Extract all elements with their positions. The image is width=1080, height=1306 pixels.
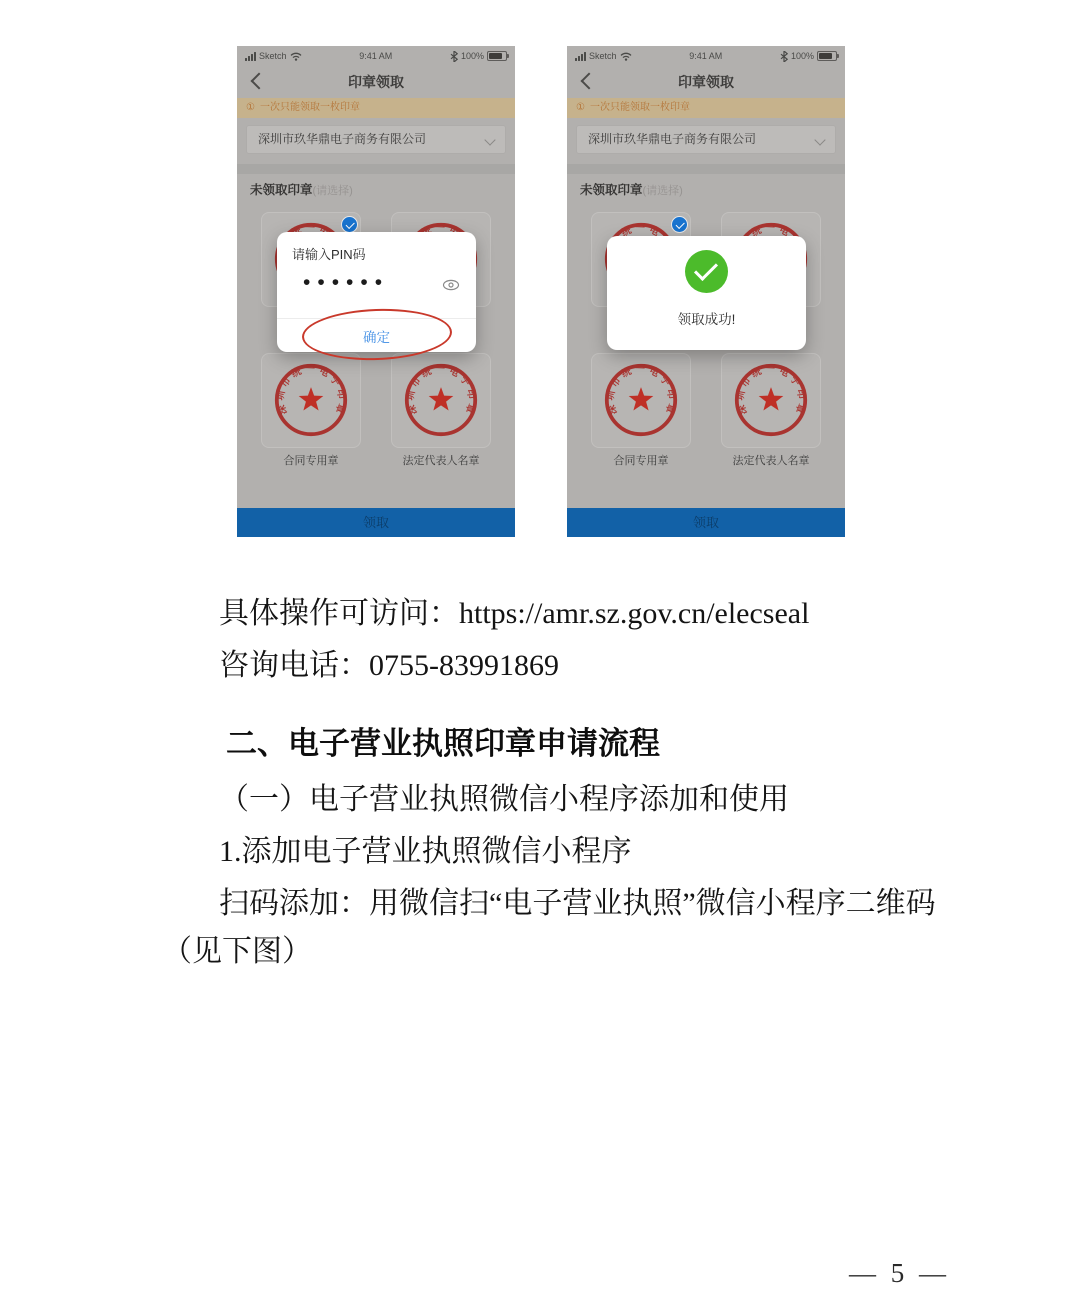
notice-banner: [237, 98, 515, 118]
seal-card[interactable]: [721, 353, 821, 448]
seal-card[interactable]: [391, 353, 491, 448]
nav-bar: [567, 66, 845, 96]
success-check-icon: [685, 250, 728, 293]
seal-card[interactable]: [261, 353, 361, 448]
section-separator: [567, 164, 845, 174]
status-time: 9:41 AM: [359, 51, 393, 61]
seal-label: 合同专用章: [613, 455, 669, 467]
notice-text: 一次只能领取一枚印章: [259, 102, 360, 113]
info-icon: ①: [576, 102, 585, 113]
seal-label: 法定代表人名章: [732, 455, 810, 467]
company-name: 深圳市玖华鼎电子商务有限公司: [588, 132, 757, 146]
section-separator: [237, 164, 515, 174]
pending-seals-header: [580, 180, 683, 198]
collect-button[interactable]: 领取: [567, 508, 845, 537]
company-selector[interactable]: [576, 125, 836, 154]
signal-strength-icon: [245, 52, 256, 61]
notice-text: 一次只能领取一枚印章: [589, 102, 690, 113]
seal-card[interactable]: [591, 353, 691, 448]
battery-icon: [817, 51, 837, 61]
pending-seals-hint: (请选择): [312, 185, 353, 197]
phone-screenshot-success: [567, 46, 845, 537]
pin-dialog: [277, 232, 476, 352]
pending-seals-hint: (请选择): [642, 185, 683, 197]
bluetooth-icon: [450, 51, 458, 62]
pending-seals-header: [250, 180, 353, 198]
chevron-down-icon: [484, 134, 495, 145]
url-text: https://amr.sz.gov.cn/elecseal: [459, 597, 810, 630]
selected-check-badge: [341, 216, 358, 233]
status-time: 9:41 AM: [689, 51, 723, 61]
signal-strength-icon: [575, 52, 586, 61]
check-icon: [346, 219, 355, 228]
company-name: 深圳市玖华鼎电子商务有限公司: [258, 132, 427, 146]
phone-screenshot-pin-entry: [237, 46, 515, 537]
section-heading: 二、电子营业执照印章申请流程: [226, 726, 660, 761]
company-selector[interactable]: [246, 125, 506, 154]
step-body-line1: 扫码添加：用微信扫“电子营业执照”微信小程序二维码: [219, 887, 936, 920]
success-dialog: [607, 236, 806, 350]
pin-input[interactable]: ••••••: [303, 271, 390, 294]
notice-banner: [567, 98, 845, 118]
seal-label: 法定代表人名章: [402, 455, 480, 467]
bluetooth-icon: [780, 51, 788, 62]
company-seal-image: [733, 362, 809, 438]
carrier-label: Sketch: [259, 51, 287, 61]
url-prefix: 具体操作可访问：: [219, 597, 459, 630]
pending-seals-label: 未领取印章: [250, 183, 313, 197]
chevron-down-icon: [814, 134, 825, 145]
confirm-button[interactable]: 确定: [363, 330, 390, 345]
success-message: 领取成功!: [677, 312, 736, 327]
selected-check-badge: [671, 216, 688, 233]
nav-title: 印章领取: [348, 74, 404, 90]
status-right: [780, 51, 837, 62]
page-number: — 5 —: [849, 1258, 950, 1288]
status-left: [245, 51, 302, 61]
nav-title: 印章领取: [678, 74, 734, 90]
nav-bar: [237, 66, 515, 96]
status-bar: [237, 46, 515, 66]
pending-seals-label: 未领取印章: [580, 183, 643, 197]
subsection-heading: （一）电子营业执照微信小程序添加和使用: [219, 783, 789, 816]
company-seal-image: [273, 362, 349, 438]
carrier-label: Sketch: [589, 51, 617, 61]
battery-percent: 100%: [790, 51, 814, 61]
step-title: 1.添加电子营业执照微信小程序: [219, 835, 632, 868]
seal-label: 合同专用章: [283, 455, 339, 467]
company-seal-image: [603, 362, 679, 438]
status-right: [450, 51, 507, 62]
status-left: [575, 51, 632, 61]
status-bar: [567, 46, 845, 66]
paragraph-access-url: [162, 588, 1022, 632]
company-seal-image: [403, 362, 479, 438]
wifi-icon: [290, 52, 302, 61]
wifi-icon: [620, 52, 632, 61]
pin-dialog-title: 请输入PIN码: [292, 247, 366, 262]
eye-icon[interactable]: [442, 279, 460, 291]
check-icon: [676, 219, 685, 228]
info-icon: ①: [246, 102, 255, 113]
collect-button[interactable]: 领取: [237, 508, 515, 537]
step-body-line2: （见下图）: [162, 935, 312, 968]
battery-percent: 100%: [460, 51, 484, 61]
battery-icon: [487, 51, 507, 61]
paragraph-phone: 咨询电话：0755-83991869: [219, 649, 559, 682]
